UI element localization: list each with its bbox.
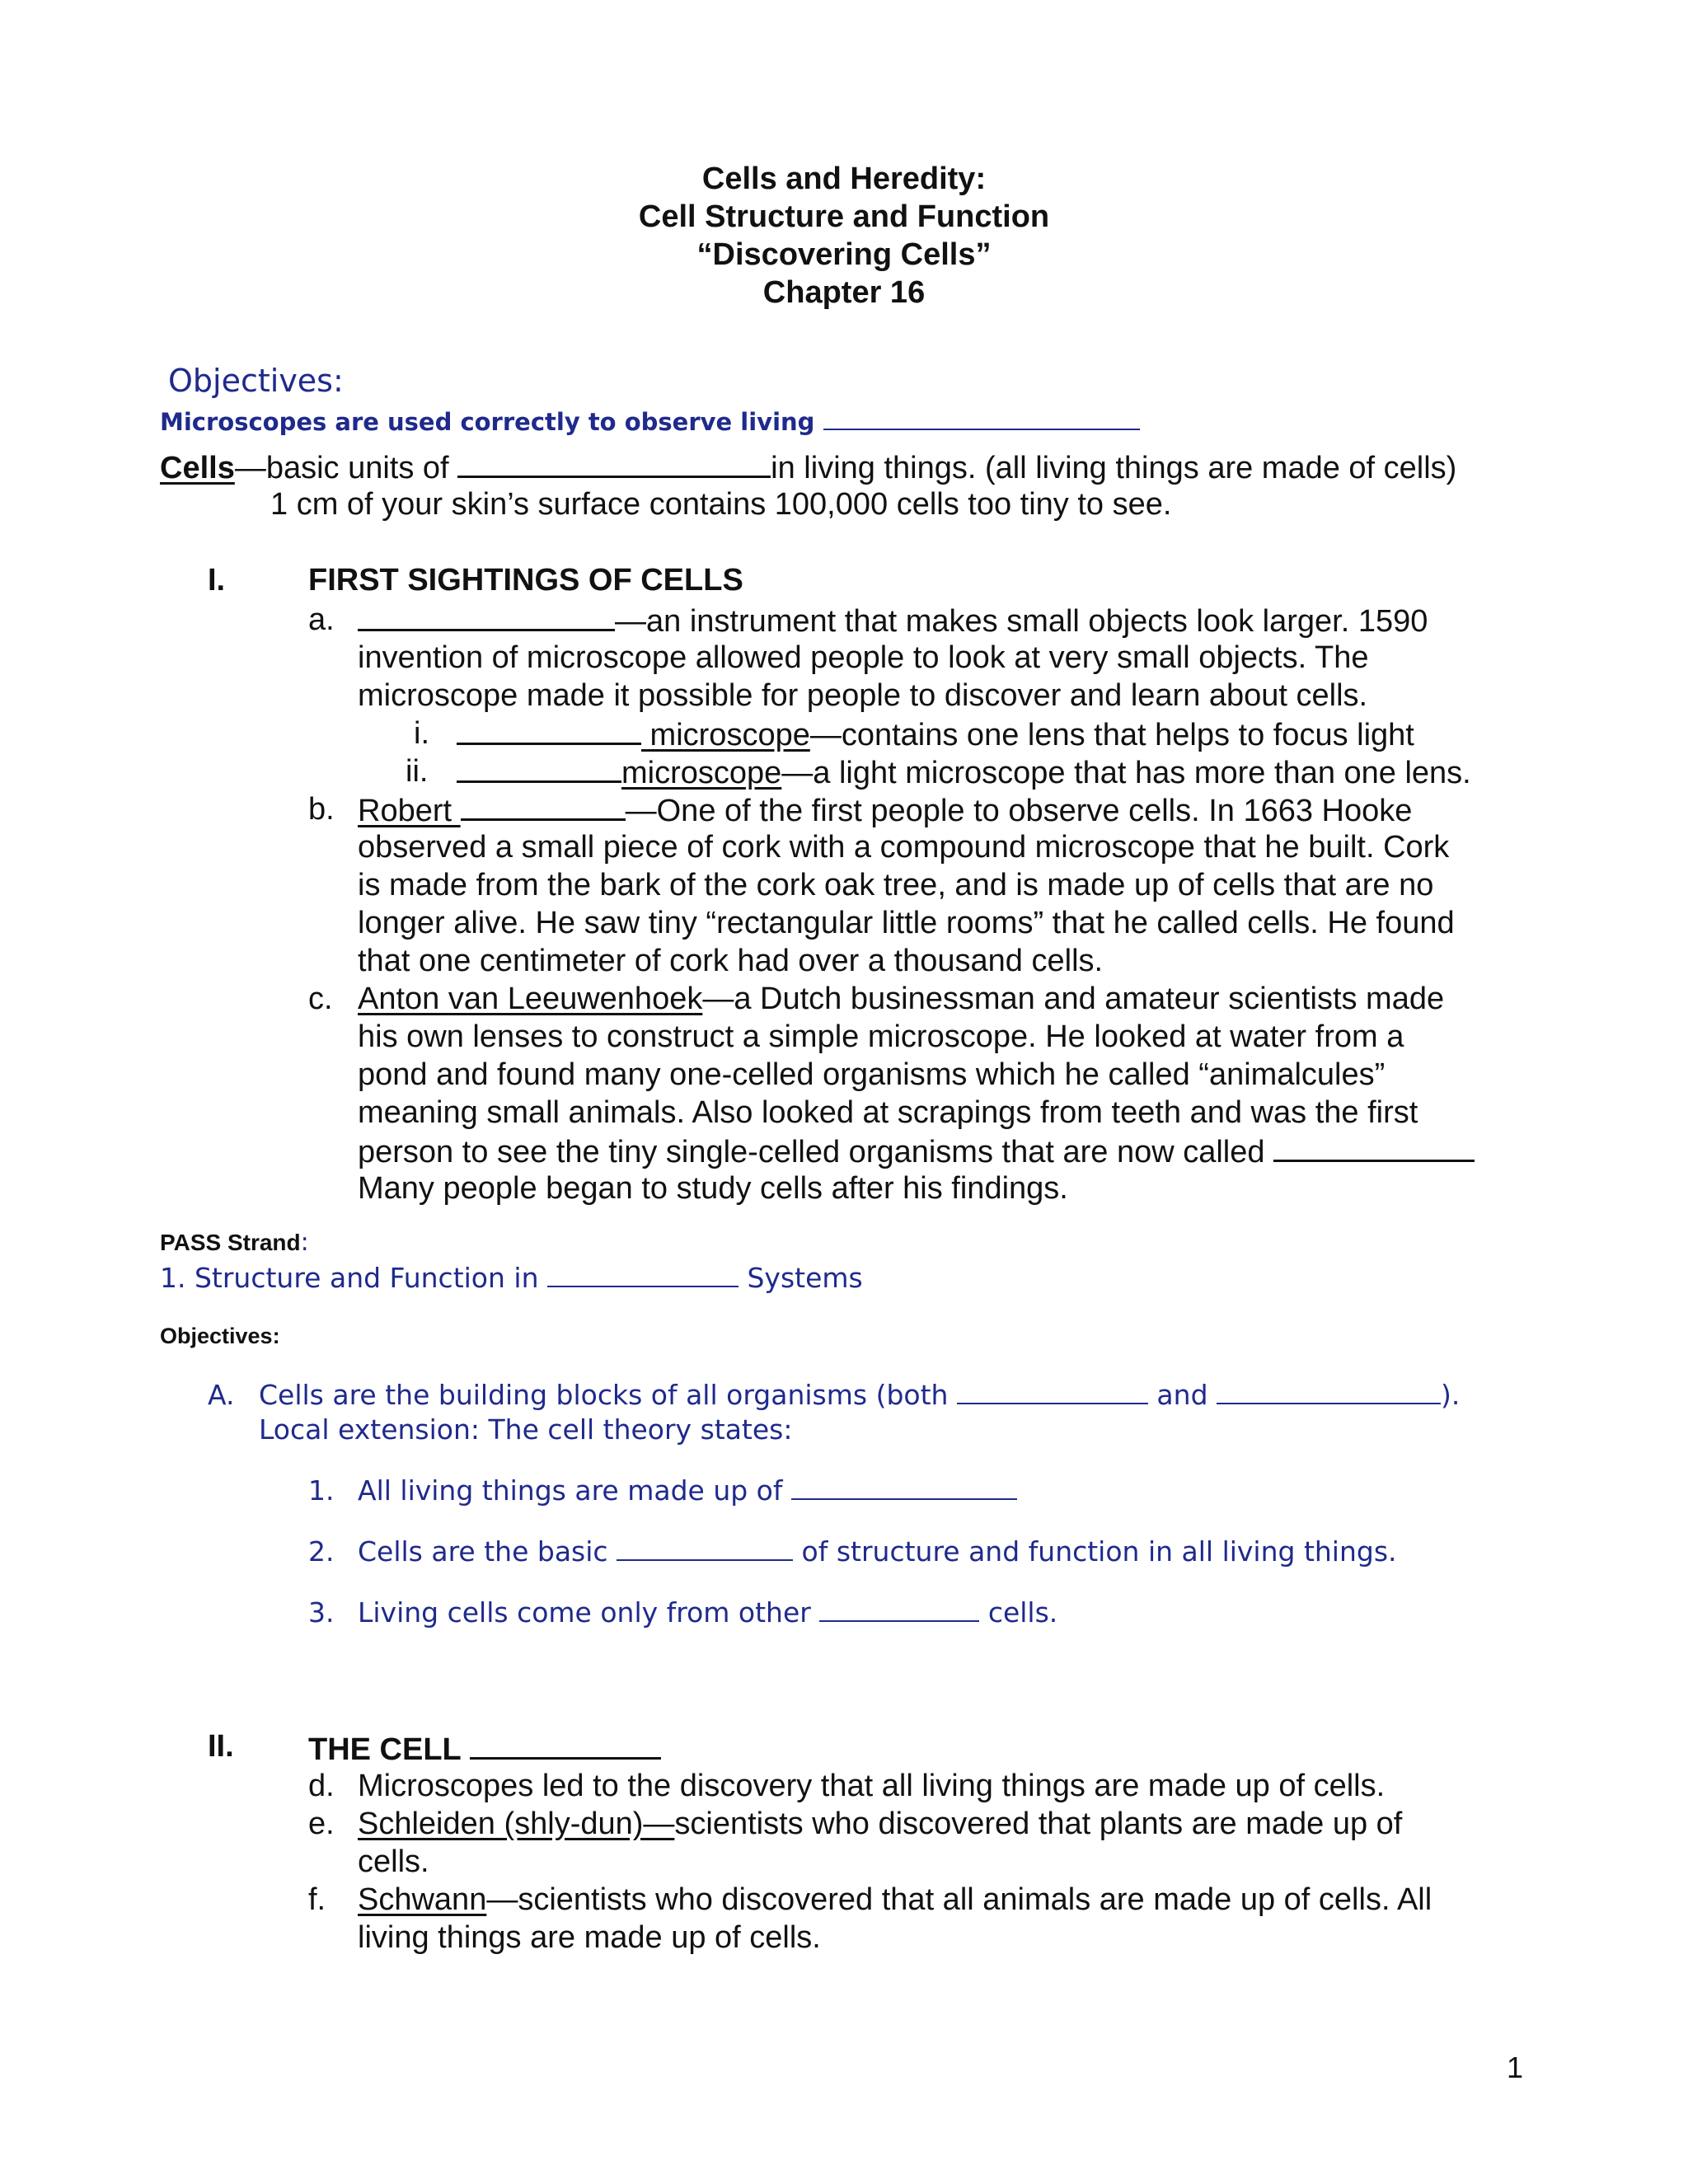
objective-a-mid: and <box>1147 1379 1217 1411</box>
cells-def-line2: 1 cm of your skin’s surface contains 100,000 cells too tiny to see. <box>270 487 1172 522</box>
item-c-line5 <box>358 1132 1475 1171</box>
item-c-line1-text: —a Dutch businessman and amateur scientists made <box>702 982 1445 1016</box>
objectives-statement <box>160 404 1140 436</box>
cell-theory-2 <box>358 1535 1397 1569</box>
objective-a-line1 <box>259 1378 1460 1413</box>
item-c-line1 <box>358 980 1444 1018</box>
pass-strand-colon: : <box>300 1228 309 1257</box>
title-line-3: “Discovering Cells” <box>696 237 992 272</box>
pass-strand-item <box>160 1261 863 1296</box>
blank-objective[interactable] <box>823 404 1140 430</box>
blank-unicellular[interactable] <box>957 1378 1148 1404</box>
title-line-2: Cell Structure and Function <box>638 199 1050 234</box>
title-line-4: Chapter 16 <box>762 275 926 310</box>
pass-strand-text: PASS Strand <box>160 1230 301 1255</box>
pass-strand-label <box>160 1228 309 1257</box>
item-c-name: Anton van Leeuwenhoek <box>358 982 703 1016</box>
cell-theory-1-marker: 1. <box>308 1474 335 1507</box>
blank-microscope[interactable] <box>358 601 615 631</box>
item-b-line2: observed a small piece of cork with a compound microscope that he built. Cork <box>358 830 1450 865</box>
cells-def-after: in living things. (all living things are made of cells) <box>771 451 1457 485</box>
cells-definition <box>160 448 1456 487</box>
item-c-marker: c. <box>308 982 333 1016</box>
cells-term: Cells <box>160 451 235 485</box>
blank-cells-units[interactable] <box>457 448 771 478</box>
item-e-line1-text: scientists who discovered that plants are made up of <box>674 1807 1403 1841</box>
item-a-ii-word: microscope <box>621 756 782 790</box>
item-b-line5: that one centimeter of cork had over a thousand cells. <box>358 944 1104 978</box>
objectives-2-heading: Objectives: <box>160 1324 280 1348</box>
objectives-statement-text: Microscopes are used correctly to observe living <box>160 408 823 436</box>
page-number: 1 <box>1507 2050 1524 2084</box>
blank-compound[interactable] <box>457 752 621 783</box>
item-e-marker: e. <box>308 1807 335 1841</box>
cell-theory-2-after: of structure and function in all living things. <box>793 1535 1397 1568</box>
item-b-marker: b. <box>308 792 335 827</box>
item-b-line1-text: —One of the first people to observe cells. In 1663 Hooke <box>625 794 1413 828</box>
item-f-marker: f. <box>308 1882 326 1917</box>
item-c-line6: Many people began to study cells after his findings. <box>358 1171 1068 1206</box>
section-2-heading <box>308 1729 661 1768</box>
item-e-line1 <box>358 1805 1402 1843</box>
section-2-heading-text: THE CELL <box>308 1732 470 1767</box>
item-c-line3: pond and found many one-celled organisms which he called “animalcules” <box>358 1057 1386 1092</box>
blank-theory[interactable] <box>470 1729 661 1760</box>
pass-item-after: Systems <box>738 1262 863 1294</box>
item-f-name: Schwann <box>358 1882 487 1917</box>
blank-simple[interactable] <box>457 715 641 745</box>
item-a-i-rest: —contains one lens that helps to focus light <box>809 718 1414 752</box>
objective-a-line2: Local extension: The cell theory states: <box>259 1413 793 1446</box>
item-a-line1 <box>358 601 1428 640</box>
section-1-heading: FIRST SIGHTINGS OF CELLS <box>308 563 743 598</box>
objectives-heading: Objectives: <box>168 363 344 399</box>
cells-def-before: —basic units of <box>234 451 458 485</box>
section-2-numeral: II. <box>208 1729 234 1764</box>
item-e-name: Schleiden (shly-dun)— <box>358 1807 675 1841</box>
pass-item-before: 1. Structure and Function in <box>160 1262 547 1294</box>
item-d-text: Microscopes led to the discovery that all living things are made up of cells. <box>358 1769 1386 1803</box>
objective-a-before: Cells are the building blocks of all organisms (both <box>259 1379 957 1411</box>
blank-bacteria[interactable] <box>1273 1132 1475 1162</box>
blank-unit[interactable] <box>617 1535 793 1561</box>
item-f-line2: living things are made up of cells. <box>358 1920 821 1955</box>
item-a-i-marker: i. <box>414 716 429 751</box>
item-a-marker: a. <box>308 602 335 637</box>
blank-cells[interactable] <box>791 1474 1017 1500</box>
item-c-line2: his own lenses to construct a simple microscope. He looked at water from a <box>358 1019 1404 1054</box>
item-a-ii-rest: —a light microscope that has more than one lens. <box>781 756 1471 790</box>
item-b-name: Robert <box>358 794 461 828</box>
item-a-ii-line <box>457 752 1471 792</box>
objective-a-after: ). <box>1441 1379 1461 1411</box>
objective-a-marker: A. <box>208 1379 235 1411</box>
item-f-line1-text: —scientists who discovered that all animals are made up of cells. All <box>486 1882 1432 1917</box>
item-a-line2: invention of microscope allowed people to look at very small objects. The <box>358 640 1369 675</box>
item-b-line3: is made from the bark of the cork oak tree, and is made up of cells that are no <box>358 868 1434 902</box>
cell-theory-2-marker: 2. <box>308 1535 335 1568</box>
item-a-line3: microscope made it possible for people to discover and learn about cells. <box>358 678 1368 713</box>
cell-theory-1 <box>358 1474 1017 1508</box>
cell-theory-1-text: All living things are made up of <box>358 1474 791 1507</box>
item-d-marker: d. <box>308 1769 335 1803</box>
item-b-line4: longer alive. He saw tiny “rectangular little rooms” that he called cells. He found <box>358 906 1455 940</box>
cell-theory-2-before: Cells are the basic <box>358 1535 617 1568</box>
item-b-line1 <box>358 790 1412 830</box>
blank-multicellular[interactable] <box>1217 1378 1441 1404</box>
item-a-i-word: microscope <box>641 718 810 752</box>
blank-living[interactable] <box>819 1596 979 1622</box>
blank-hooke[interactable] <box>461 790 626 821</box>
cell-theory-3-marker: 3. <box>308 1596 335 1629</box>
cell-theory-3 <box>358 1596 1057 1630</box>
cell-theory-3-after: cells. <box>979 1596 1058 1629</box>
section-1-numeral: I. <box>208 563 226 598</box>
cell-theory-3-before: Living cells come only from other <box>358 1596 820 1629</box>
item-c-line5-text: person to see the tiny single-celled organisms that are now called <box>358 1135 1274 1169</box>
item-f-line1 <box>358 1881 1432 1919</box>
item-a-i-line <box>457 715 1414 754</box>
item-e-line2: cells. <box>358 1844 429 1879</box>
item-a-line1-text: —an instrument that makes small objects look larger. 1590 <box>615 604 1428 639</box>
item-c-line4: meaning small animals. Also looked at scrapings from teeth and was the first <box>358 1095 1418 1130</box>
item-a-ii-marker: ii. <box>406 754 429 789</box>
blank-living-systems[interactable] <box>547 1261 738 1287</box>
title-line-1: Cells and Heredity: <box>701 162 987 196</box>
